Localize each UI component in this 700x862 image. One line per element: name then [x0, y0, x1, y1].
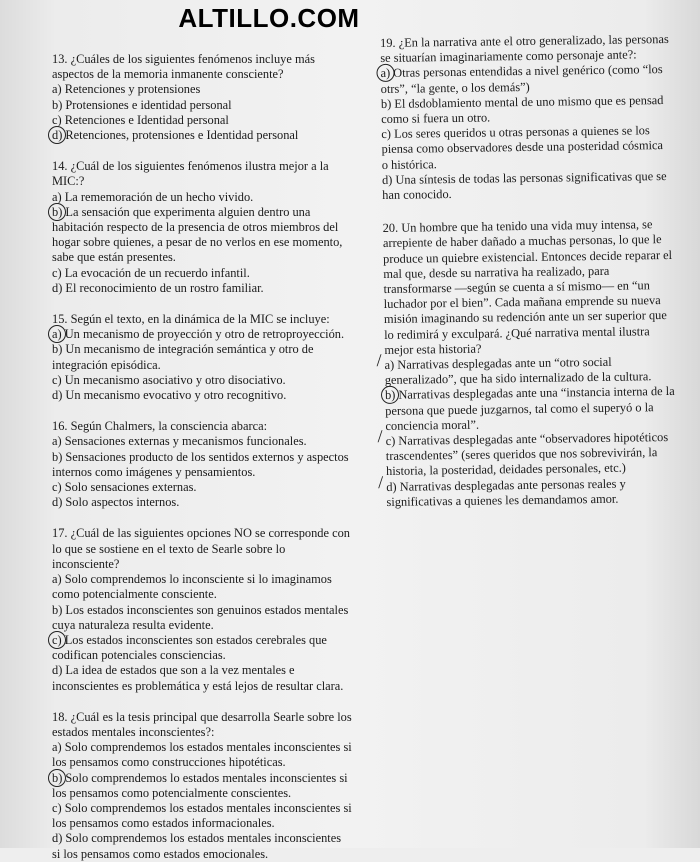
option-d: d) Una síntesis de todas las personas significativas que se han conocido. — [381, 168, 667, 203]
option-a-circled: a) Un mecanismo de proyección y otro de retroproyección. — [52, 327, 352, 342]
option-c-circled: c) Los estados inconscientes son estados cerebrales que codifican potenciales consciencias. — [52, 633, 352, 663]
option-b: b) Sensaciones producto de los sentidos externos y aspectos internos como imágenes y pensamientos. — [52, 449, 349, 479]
option-b: b) Los estados inconscientes son genuinos estados mentales cuya naturaleza resulta evidente. — [52, 602, 349, 632]
question-18 — [52, 710, 352, 862]
option-a-circled: a) Otras personas entendidas a nivel genérico (como “los otrs”, “la gente, o los demás”) — [380, 62, 670, 96]
option-b: b) El dsdoblamiento mental de uno mismo que es pensad como si fuera un otro. — [380, 92, 664, 127]
option-c: c) Solo comprendemos los estados mentales inconscientes si los pensamos como estados informacionales. — [52, 800, 352, 831]
left-column — [52, 52, 352, 862]
question-stem: 15. Según el texto, en la dinámica de la MIC se incluye: — [52, 312, 330, 327]
option-d: d) Solo aspectos internos. — [52, 495, 180, 510]
question-stem: 13. ¿Cuáles de los siguientes fenómenos incluye más aspectos de la memoria inmanente consciente? — [52, 52, 315, 82]
option-b-circled: b) Solo comprendemos lo estados mentales inconscientes si los pensamos como potencialmente conscientes. — [52, 771, 352, 801]
brand-header: ALTILLO.COM — [178, 3, 360, 33]
question-14 — [52, 159, 352, 296]
question-17 — [52, 526, 352, 693]
question-stem: 18. ¿Cuál es la tesis principal que desarrolla Searle sobre los estados mentales inconscientes?: — [52, 709, 352, 739]
option-c: c) Los seres queridos u otras personas a quienes se los piensa como observadores desde una posteridad cósmica o histórica. — [381, 123, 664, 172]
question-stem: 19. ¿En la narrativa ante el otro generalizado, las personas se situarían imaginariamente como personaje ante?: — [380, 31, 669, 66]
right-column — [380, 32, 677, 527]
option-b: b) Un mecanismo de integración semántica y otro de integración episódica. — [52, 342, 314, 372]
question-stem: 16. Según Chalmers, la consciencia abarca: — [52, 419, 268, 434]
option-d: d) La idea de estados que son a la vez mentales e inconscientes es problemática y está lejos de resultar clara. — [52, 663, 344, 693]
option-c: c) Solo sensaciones externas. — [52, 480, 197, 495]
option-a-marked: a) Narrativas desplegadas ante un “otro social generalizado”, que ha sido internalizado de la cultura. / — [384, 354, 674, 388]
question-13 — [52, 52, 352, 143]
option-d-circled: d) Retenciones, protensiones e Identidad personal — [52, 128, 352, 143]
option-d: d) Solo comprendemos los estados mentales inconscientes si los pensamos como estados emocionales. — [52, 831, 342, 861]
option-b-circled: b) La sensación que experimenta alguien dentro una habitación respecto de la presencia de otros miembros del hogar sobre quienes, a pesar de no verlos en ese momento, sabe que están presentes. — [52, 205, 352, 266]
question-15 — [52, 312, 352, 403]
question-20 — [383, 217, 677, 510]
option-a: a) Solo comprendemos los estados mentales inconscientes si los pensamos como construcciones hipotéticas. — [52, 740, 352, 770]
option-d-marked: d) Narrativas desplegadas ante personas reales y significativas a quienes les demandamos amor. / — [386, 476, 676, 510]
option-d: d) Un mecanismo evocativo y otro recognitivo. — [52, 388, 287, 403]
option-c: c) La evocación de un recuerdo infantil. — [52, 265, 250, 280]
question-stem: 17. ¿Cuál de las siguientes opciones NO se corresponde con lo que se sostiene en el texto de Searle sobre lo inconsciente? — [52, 526, 350, 571]
option-a: a) La rememoración de un hecho vivido. — [52, 189, 254, 204]
question-stem: 20. Un hombre que ha tenido una vida muy intensa, se arrepiente de haber dañado a muchas personas, lo que le produce un quiebre existencial. Entonces decide reparar el mal que, desde su narrativa ha realizado, para transformarse —según se cuenta a sí mismo— en “un luchador por el bien”. Cada mañana emprende su nueva misión imaginando su redención ante un ser superior que lo redimirá y exculpará. ¿Qué narrativa mental ilustra mejor esta historia? — [382, 217, 673, 357]
option-b: b) Protensiones e identidad personal — [52, 97, 232, 112]
question-16 — [52, 419, 352, 510]
option-b-circled: b) Narrativas desplegadas ante una “instancia interna de la persona que puede juzgarnos, tal como el superyó o la conciencia moral”. — [384, 384, 675, 433]
option-c-marked: c) Narrativas desplegadas ante “observadores hipotéticos trascendentes” (seres queridos que nos sobrevivirán, la historia, la posteridad, deidades personales, etc.) / — [386, 430, 677, 480]
option-c: c) Un mecanismo asociativo y otro disociativo. — [52, 372, 286, 387]
option-a: a) Sensaciones externas y mecanismos funcionales. — [52, 434, 307, 449]
option-a: a) Solo comprendemos lo inconsciente si lo imaginamos como potencialmente consciente. — [52, 572, 332, 602]
option-d: d) El reconocimiento de un rostro familiar. — [52, 280, 264, 295]
question-19 — [380, 32, 672, 203]
question-stem: 14. ¿Cuál de los siguientes fenómenos ilustra mejor a la MIC:? — [52, 159, 329, 189]
option-c: c) Retenciones e Identidad personal — [52, 112, 229, 127]
option-a: a) Retenciones y protensiones — [52, 82, 201, 97]
